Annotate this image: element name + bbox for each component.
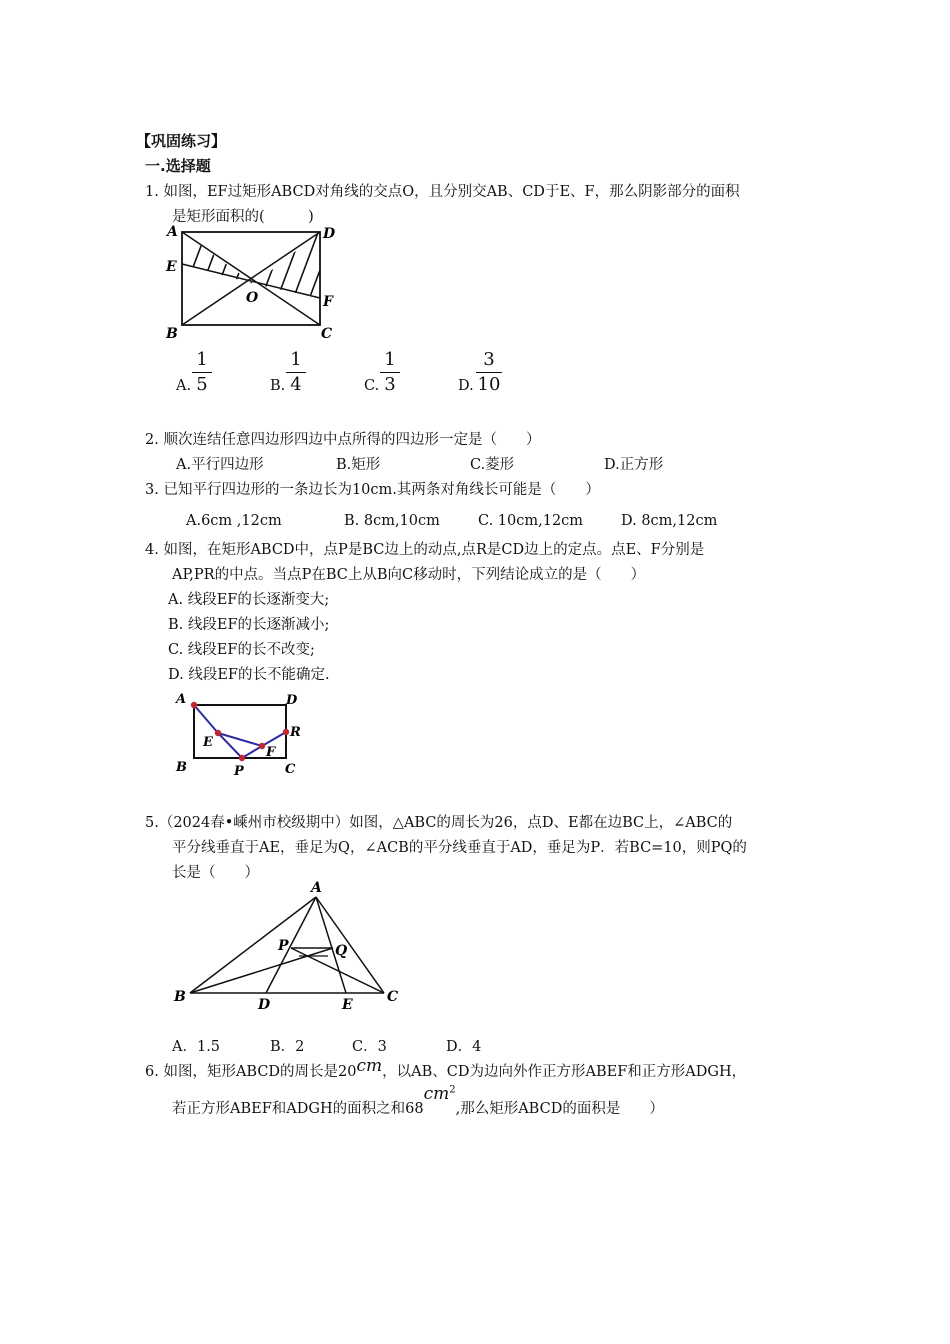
q4-label-f: F: [266, 745, 276, 760]
q4-point-e: [215, 730, 221, 736]
q6-line2-b: ,那么矩形ABCD的面积是 ）: [455, 1101, 664, 1117]
q4-point-f: [259, 743, 265, 749]
section-title: 【巩固练习】: [136, 132, 227, 150]
q1-label-o: O: [246, 290, 259, 306]
q5-label-b: B: [174, 989, 186, 1005]
q1-option-a-letter: A.: [176, 378, 192, 394]
q4-point-a: [191, 702, 197, 708]
q1-option-a-den: 5: [196, 374, 208, 395]
q4-label-e: E: [203, 735, 213, 750]
q1-figure: [160, 222, 340, 347]
q1-label-d: D: [323, 226, 336, 242]
q1-option-c-fraction: [378, 350, 402, 395]
q4-option-d: D. 线段EF的长不能确定.: [168, 667, 330, 683]
q1-option-d-letter: D.: [458, 378, 474, 394]
q1-text-line1: 1. 如图，EF过矩形ABCD对角线的交点O，且分别交AB、CD于E、F，那么阴影部分的面积: [145, 184, 740, 200]
q2-text: 2. 顺次连结任意四边形四边中点所得的四边形一定是（ ）: [145, 432, 541, 448]
q6-unit-cm2-exp: 2: [449, 1084, 456, 1096]
q2-option-b: B.矩形: [336, 457, 381, 473]
q5-label-a: A: [311, 880, 322, 896]
q1-option-c-num: 1: [384, 349, 396, 370]
q1-option-a-num: 1: [196, 349, 208, 370]
q4-option-a: A. 线段EF的长逐渐变大;: [168, 592, 330, 608]
q4-label-c: C: [285, 762, 296, 777]
q5-text-line1: 5.（2024春•嵊州市校级期中）如图，△ABC的周长为26，点D、E都在边BC上，∠ABC的: [145, 815, 733, 831]
q3-option-a: A.6cm ,12cm: [186, 513, 282, 529]
q4-option-b: B. 线段EF的长逐渐减小;: [168, 617, 330, 633]
q4-label-d: D: [286, 693, 298, 708]
q2-option-d: D.正方形: [604, 457, 664, 473]
q1-option-d-num: 3: [483, 349, 495, 370]
q4-label-a: A: [176, 692, 187, 707]
q5-label-p: P: [278, 938, 289, 954]
q6-unit-cm2: [424, 1084, 456, 1104]
q4-text-line1: 4. 如图，在矩形ABCD中，点P是BC边上的动点,点R是CD边上的定点。点E、F分别是: [145, 542, 705, 558]
part-title: 一.选择题: [145, 157, 211, 175]
q6-line1-a: 6. 如图，矩形ABCD的周长是20: [145, 1064, 357, 1080]
q1-label-b: B: [166, 326, 178, 342]
q6-text-line2: [172, 1084, 664, 1118]
q5-label-e: E: [342, 997, 353, 1010]
q6-text-line1: [145, 1056, 747, 1081]
q1-label-f: F: [323, 294, 333, 310]
q1-option-a-fraction: [190, 350, 214, 395]
q2-option-a: A.平行四边形: [176, 457, 264, 473]
q3-text: 3. 已知平行四边形的一条边长为10cm.其两条对角线长可能是（ ）: [145, 482, 600, 498]
q5-option-d: D．4: [446, 1039, 482, 1055]
q1-label-a: A: [167, 224, 178, 240]
q2-option-c: C.菱形: [470, 457, 515, 473]
q5-option-c: C．3: [352, 1039, 387, 1055]
q1-option-c-letter: C.: [364, 378, 380, 394]
q6-line1-b: ，以AB、CD为边向外作正方形ABEF和正方形ADGH，: [382, 1064, 747, 1080]
q4-point-p: [239, 755, 245, 761]
q4-figure: [170, 688, 310, 780]
q6-unit-cm2-base: cm: [423, 1084, 450, 1104]
q1-option-c-den: 3: [384, 374, 396, 395]
q1-option-b-fraction: [284, 350, 308, 395]
q4-label-r: R: [290, 725, 301, 740]
q3-option-b: B. 8cm,10cm: [344, 513, 440, 529]
q1-option-d-fraction: [474, 350, 504, 395]
q1-option-b-den: 4: [290, 374, 302, 395]
q1-option-b-num: 1: [290, 349, 302, 370]
q5-label-q: Q: [335, 943, 348, 959]
q5-text-line3: 长是（ ）: [172, 865, 259, 881]
q3-option-c: C. 10cm,12cm: [478, 513, 584, 529]
q6-line2-a: 若正方形ABEF和ADGH的面积之和68: [172, 1101, 424, 1117]
q4-point-r: [283, 729, 289, 735]
q5-label-d: D: [258, 997, 271, 1010]
q1-label-e: E: [166, 259, 177, 275]
q5-label-c: C: [387, 989, 399, 1005]
q3-option-d: D. 8cm,12cm: [621, 513, 718, 529]
q5-text-line2: 平分线垂直于AE，垂足为Q，∠ACB的平分线垂直于AD，垂足为P．若BC=10，则PQ的: [172, 840, 747, 856]
q1-option-b-letter: B.: [270, 378, 286, 394]
q6-unit-cm: cm: [356, 1056, 383, 1076]
q4-label-b: B: [176, 760, 187, 775]
q1-option-d-den: 10: [477, 374, 501, 395]
q1-label-c: C: [321, 326, 333, 342]
q5-figure: [170, 875, 410, 1010]
q4-text-line2: AP,PR的中点。当点P在BC上从B向C移动时，下列结论成立的是（ ）: [172, 567, 646, 583]
q5-option-a: A．1.5: [172, 1039, 221, 1055]
q1-text-line2: 是矩形面积的( ): [172, 209, 314, 225]
q4-label-p: P: [234, 764, 244, 779]
q4-option-c: C. 线段EF的长不改变;: [168, 642, 315, 658]
q5-option-b: B．2: [270, 1039, 305, 1055]
